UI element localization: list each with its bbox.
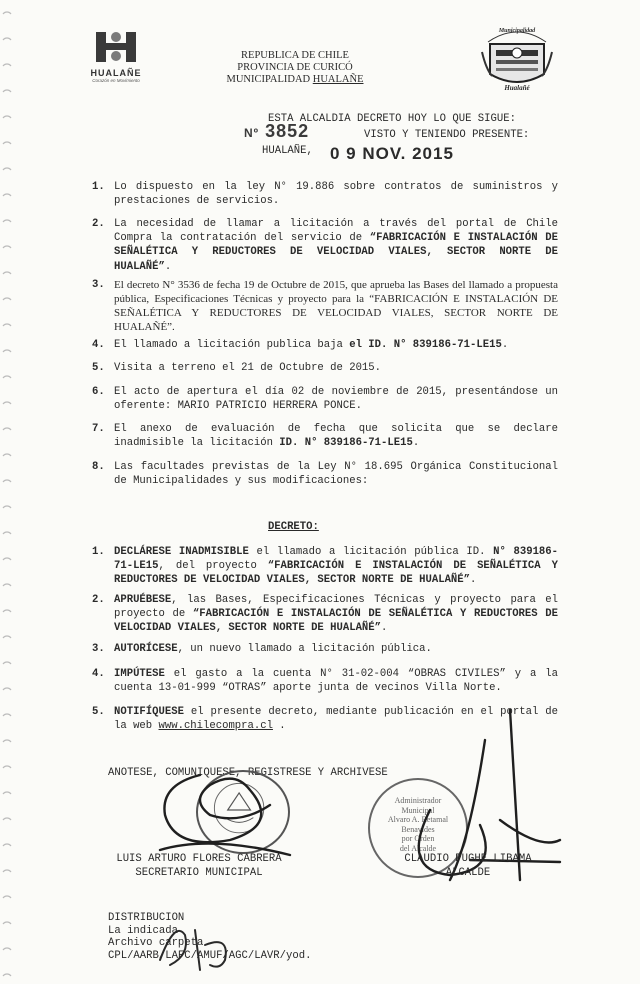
visto-item	[92, 361, 558, 375]
date-stamp: 0 9 NOV. 2015	[330, 144, 454, 163]
number-label: Nº	[244, 126, 260, 140]
header-line-2: PROVINCIA DE CURICÓ	[237, 62, 353, 73]
item-text: APRUÉBESE, las Bases, Especificaciones Técnicas y proyecto para el proyecto de “FABRICACIÓN E INSTALACIÓN DE SEÑALÉTICA Y REDUCTORES DE VELOCIDAD VIALES, SECTOR NORTE DE HUALAÑÉ”.	[114, 594, 558, 635]
item-text: IMPÚTESE el gasto a la cuenta N° 31-02-004 “OBRAS CIVILES” y a la cuenta 13-01-999 “OTRAS” aporte junta de vecinos Villa Norte.	[114, 668, 558, 695]
item-number: 5.	[92, 362, 105, 374]
secretary-block	[104, 852, 294, 880]
item-text: DECLÁRESE INADMISIBLE el llamado a licitación pública ID. N° 839186-71-LE15, del proyecto “FABRICACIÓN E INSTALACIÓN DE SEÑALÉTICA Y REDUCTORES DE VELOCIDAD VIALES, SECTOR NORTE DE HUALAÑÉ”.	[114, 546, 558, 587]
item-number: 1.	[92, 181, 105, 193]
visto-line: VISTO Y TENIENDO PRESENTE:	[364, 129, 530, 141]
binder-holes	[0, 0, 16, 984]
item-text: NOTIFÍQUESE el presente decreto, mediante publicación en el portal de la web www.chilecompra.cl .	[114, 706, 558, 733]
decreto-item	[92, 593, 558, 636]
crest-bottom-text: Hualañé	[504, 84, 530, 92]
item-text: Lo dispuesto en la ley N° 19.886 sobre contratos de suministros y prestaciones de servicios.	[114, 181, 558, 208]
header-line-1: REPUBLICA DE CHILE	[241, 50, 349, 61]
item-number: 5.	[92, 706, 105, 718]
distribution-title: DISTRIBUCION	[108, 912, 185, 924]
logo-tagline: Corazón en Movimiento	[92, 78, 140, 83]
municipal-crest	[478, 24, 556, 94]
header-line-3	[210, 74, 380, 86]
mayor-title: ALCALDE	[445, 867, 491, 880]
visto-item	[92, 385, 558, 413]
distribution-line: La indicada	[108, 924, 178, 937]
chilecompra-link[interactable]: www.chilecompra.cl	[158, 720, 273, 733]
decretos-list	[92, 545, 558, 745]
item-number: 6.	[92, 386, 105, 398]
item-text: Las facultades previstas de la Ley N° 18.695 Orgánica Constitucional de Municipalidades y sus modificaciones:	[114, 461, 558, 488]
alcaldia-seal-text: Administrador Municipal Alvaro A. Retamal Benavides por Orden del Alcalde	[387, 796, 449, 853]
item-text: El anexo de evaluación de fecha que solicita que se declare inadmisible la licitación ID. N° 839186-71-LE15.	[114, 423, 558, 450]
vistos-list	[92, 180, 558, 500]
secretaria-seal	[196, 770, 290, 854]
visto-item	[92, 180, 558, 208]
item-number: 8.	[92, 461, 105, 473]
visto-item	[92, 422, 558, 450]
item-text: La necesidad de llamar a licitación a través del portal de Chile Compra la contratación del servicio de “FABRICACIÓN E INSTALACIÓN DE SEÑALÉTICA Y REDUCTORES DE VELOCIDAD VIALES, SECTOR NORTE DE HUALAÑÉ”.	[114, 218, 558, 273]
item-number: 4.	[92, 668, 105, 680]
decreto-item	[92, 545, 558, 588]
decreto-title: DECRETO:	[268, 521, 319, 533]
item-number: 4.	[92, 339, 105, 351]
decreto-item	[92, 705, 558, 733]
mayor-block	[378, 852, 558, 880]
place-label: HUALAÑE,	[262, 145, 313, 157]
mayor-name: CLAUDIO PUGHE LIBAMA	[404, 853, 532, 865]
distribution-block	[108, 912, 311, 962]
hualane-logo	[88, 30, 144, 83]
header-municipality-name: HUALAÑE	[312, 74, 364, 85]
anotese-line: ANOTESE, COMUNIQUESE, REGISTRESE Y ARCHIVESE	[108, 767, 388, 779]
item-text: Visita a terreno el 21 de Octubre de 2015.	[114, 362, 382, 374]
visto-item	[92, 278, 558, 334]
hualane-emblem-icon	[94, 30, 138, 64]
item-text: El llamado a licitación publica baja el ID. N° 839186-71-LE15.	[114, 339, 509, 351]
item-number: 1.	[92, 546, 105, 558]
alcaldia-line: ESTA ALCALDIA DECRETO HOY LO QUE SIGUE:	[268, 113, 516, 125]
crest-top-text: Municipalidad	[498, 28, 536, 34]
item-number: 3.	[92, 279, 105, 291]
item-text: El decreto N° 3536 de fecha 19 de Octubre de 2015, que aprueba las Bases del llamado a propuesta pública, Especificaciones Técnicas y proyecto para la “FABRICACIÓN E INSTALACIÓN DE SEÑALÉTICA Y REDUCTORES DE VELOCIDAD VIALES, SECTOR NORTE DE HUALAÑÉ”.	[114, 279, 558, 333]
decreto-item	[92, 667, 558, 695]
header-line-3-prefix: MUNICIPALIDAD	[226, 74, 313, 85]
item-number: 2.	[92, 218, 105, 230]
visto-item	[92, 338, 558, 352]
item-text: AUTORÍCESE, un nuevo llamado a licitación pública.	[114, 643, 432, 655]
decreto-item	[92, 642, 558, 656]
decree-number-stamp	[244, 121, 309, 142]
secretary-name: LUIS ARTURO FLORES CABRERA	[116, 853, 282, 865]
secretary-title: SECRETARIO MUNICIPAL	[135, 867, 263, 880]
decree-number: 3852	[265, 121, 310, 141]
item-number: 7.	[92, 423, 105, 435]
item-number: 2.	[92, 594, 105, 606]
item-number: 3.	[92, 643, 105, 655]
logo-name: HUALAÑE	[90, 68, 142, 78]
item-text: El acto de apertura el día 02 de noviembre de 2015, presentándose un oferente: MARIO PATRICIO HERRERA PONCE.	[114, 386, 558, 413]
seal-emblem-icon	[198, 772, 284, 848]
visto-item	[92, 217, 558, 274]
distribution-line: CPL/AARB/LAFC/AMUF/AGC/LAVR/yod.	[108, 949, 312, 962]
distribution-line: Archivo carpeta	[108, 937, 204, 949]
document-header	[210, 50, 380, 86]
visto-item	[92, 460, 558, 488]
